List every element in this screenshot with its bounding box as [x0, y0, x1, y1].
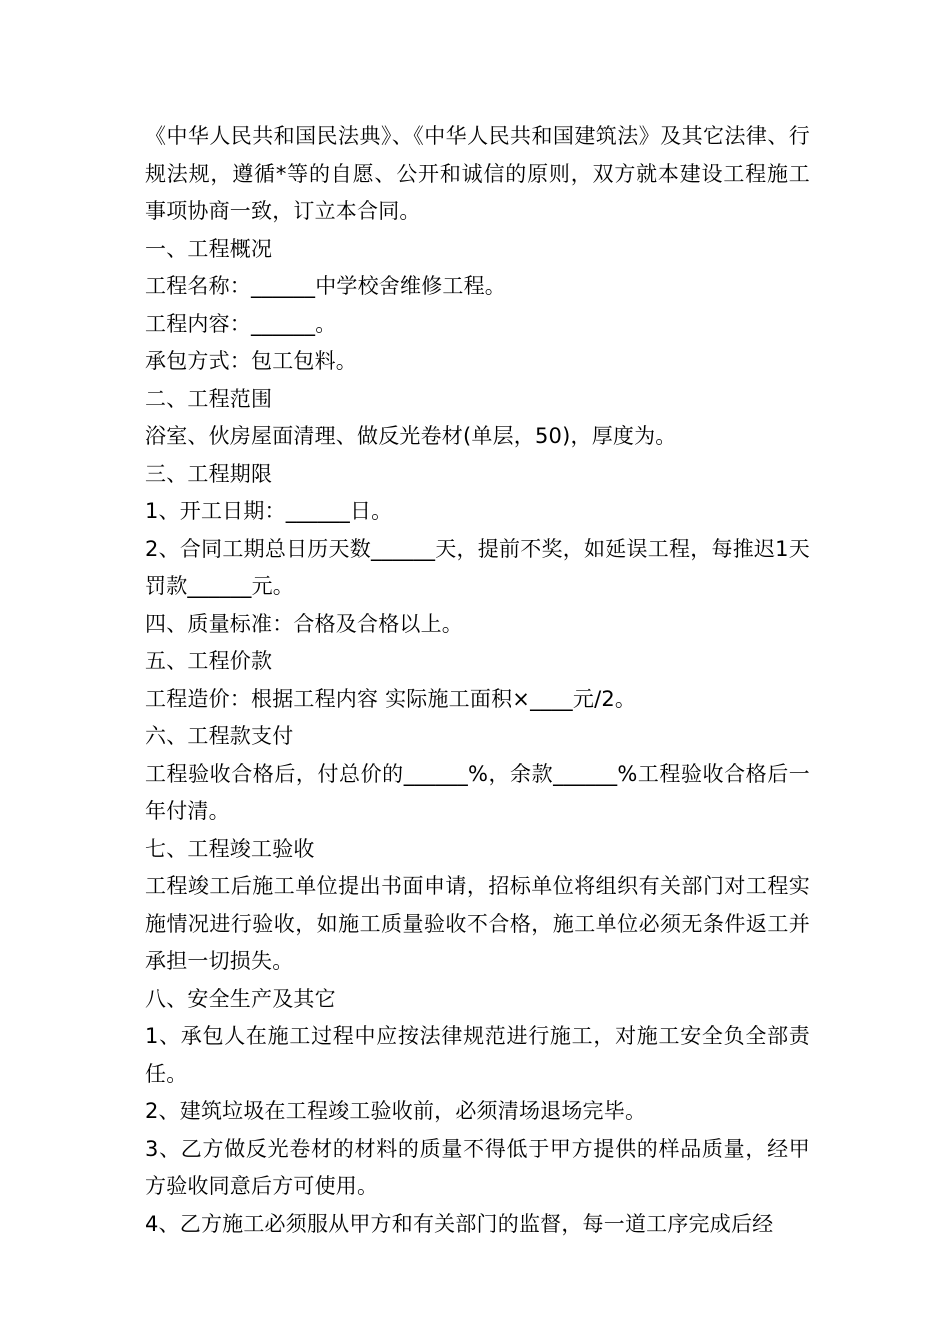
section-heading-quality: 四、质量标准：合格及合格以上。	[145, 611, 463, 636]
scope-paragraph: 浴室、伙房屋面清理、做反光卷材(单层，50)，厚度为。	[145, 424, 677, 448]
duration-paragraph: 2、合同工期总日历天数______天，提前不奖，如延误工程，每推迟1天罚款______元。	[145, 536, 810, 598]
section-heading-acceptance: 七、工程竣工验收	[145, 836, 315, 861]
contract-method-line: 承包方式：包工包料。	[145, 349, 357, 373]
safety-item-1: 1、承包人在施工过程中应按法律规范进行施工，对施工安全负全部责任。	[145, 1024, 810, 1086]
section-heading-overview: 一、工程概况	[145, 236, 273, 261]
project-content-line: 工程内容：______。	[145, 311, 337, 336]
project-name-line: 工程名称：______中学校舍维修工程。	[145, 274, 506, 298]
document-body	[145, 118, 810, 1243]
safety-item-3: 3、乙方做反光卷材的材料的质量不得低于甲方提供的样品质量，经甲方验收同意后方可使用。	[145, 1136, 810, 1198]
safety-item-4: 4、乙方施工必须服从甲方和有关部门的监督，每一道工序完成后经	[145, 1211, 774, 1236]
intro-paragraph: 《中华人民共和国民法典》、《中华人民共和国建筑法》及其它法律、行规法规，遵循*等的自愿、公开和诚信的原则，双方就本建设工程施工事项协商一致，订立本合同。	[145, 124, 810, 223]
payment-paragraph: 工程验收合格后，付总价的______%，余款______%工程验收合格后一年付清。	[145, 761, 810, 823]
safety-item-2: 2、建筑垃圾在工程竣工验收前，必须清场退场完毕。	[145, 1099, 647, 1123]
section-heading-duration: 三、工程期限	[145, 461, 273, 486]
section-heading-price: 五、工程价款	[145, 649, 273, 673]
price-line: 工程造价：根据工程内容 实际施工面积×____元/2。	[145, 686, 637, 711]
section-heading-safety: 八、安全生产及其它	[145, 986, 336, 1011]
section-heading-payment: 六、工程款支付	[145, 724, 294, 748]
start-date-line: 1、开工日期：______日。	[145, 499, 393, 523]
section-heading-scope: 二、工程范围	[145, 386, 273, 411]
acceptance-paragraph: 工程竣工后施工单位提出书面申请，招标单位将组织有关部门对工程实施情况进行验收，如施工质量验收不合格，施工单位必须无条件返工并承担一切损失。	[145, 874, 810, 973]
